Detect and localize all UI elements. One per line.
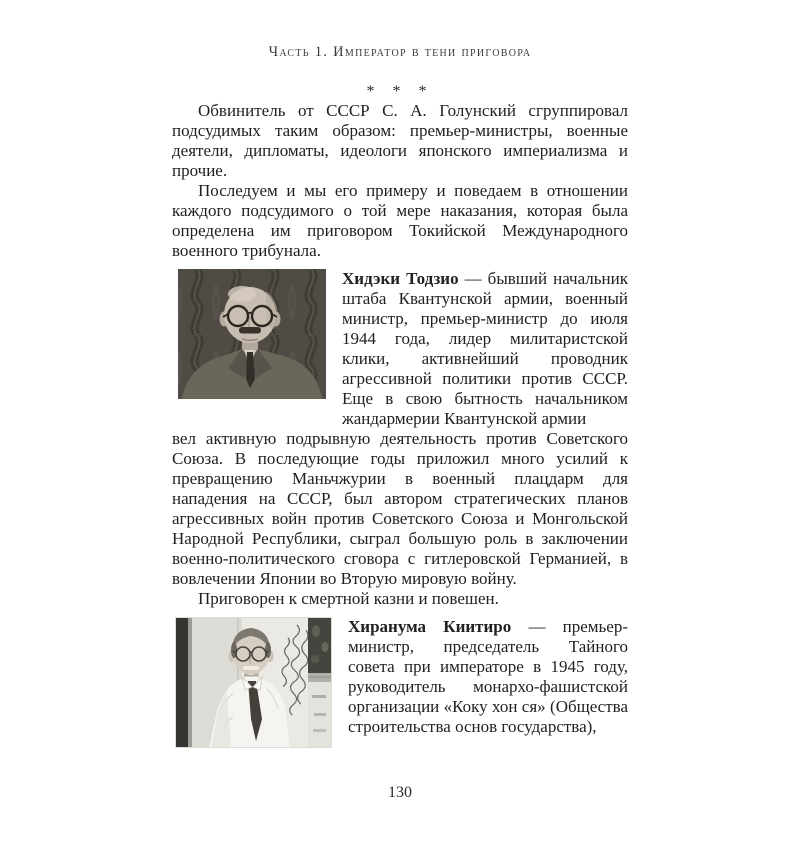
person-name-hiranuma: Хиранума Киитиро xyxy=(348,617,512,636)
person-name-tojo: Хидэки Тодзио xyxy=(342,269,459,288)
book-page xyxy=(0,44,800,844)
hiranuma-section xyxy=(172,617,628,748)
hiranuma-bio-text: — премьер-министр, председатель Тайного совета при императоре в 1945 году, руководитель монархо-фашистской организации «Коку хон ся» (Общества строительства основ государства), xyxy=(348,617,628,736)
page-number: 130 xyxy=(388,784,412,801)
hiranuma-bio-beside xyxy=(348,617,628,737)
tojo-section xyxy=(172,269,628,429)
paragraph-prosecutor: Обвинитель от СССР С. А. Голунский сгруппировал подсудимых таким образом: премьер-министры, военные деятели, дипломаты, идеологи японского империализма и прочие. xyxy=(172,101,628,180)
running-header: Часть 1. Император в тени приговора xyxy=(268,44,532,60)
section-separator: * * * xyxy=(366,83,434,100)
tojo-verdict: Приговорен к смертной казни и повешен. xyxy=(198,589,499,608)
tojo-bio-text: — бывший начальник штаба Квантунской армии, военный министр, премьер-министр до июля 1944 года, лидер милитаристской клики, активнейший проводник агрессивной политики против СССР. Еще в свою бытность начальником жандармерии Квантунской армии xyxy=(342,269,628,428)
tojo-photo xyxy=(178,269,326,399)
paragraph-intro: Последуем и мы его примеру и поведаем в отношении каждого подсудимого о той мере наказания, которая была определена им приговором Токийской Международного военного трибунала. xyxy=(172,181,628,260)
tojo-bio-beside xyxy=(342,269,628,429)
hiranuma-photo xyxy=(175,617,332,748)
tojo-bio-continued: вел активную подрывную деятельность против Советского Союза. В последующие годы приложил много усилий к превращению Маньчжурии в военный плацдарм для нападения на СССР, был автором стратегических планов агрессивных войн против Советского Союза и Монгольской Народной Республики, сыграл большую роль в заключении военно-политического сговора с гитлеровской Германией, в вовлечении Японии во Вторую мировую войну. xyxy=(172,429,628,588)
